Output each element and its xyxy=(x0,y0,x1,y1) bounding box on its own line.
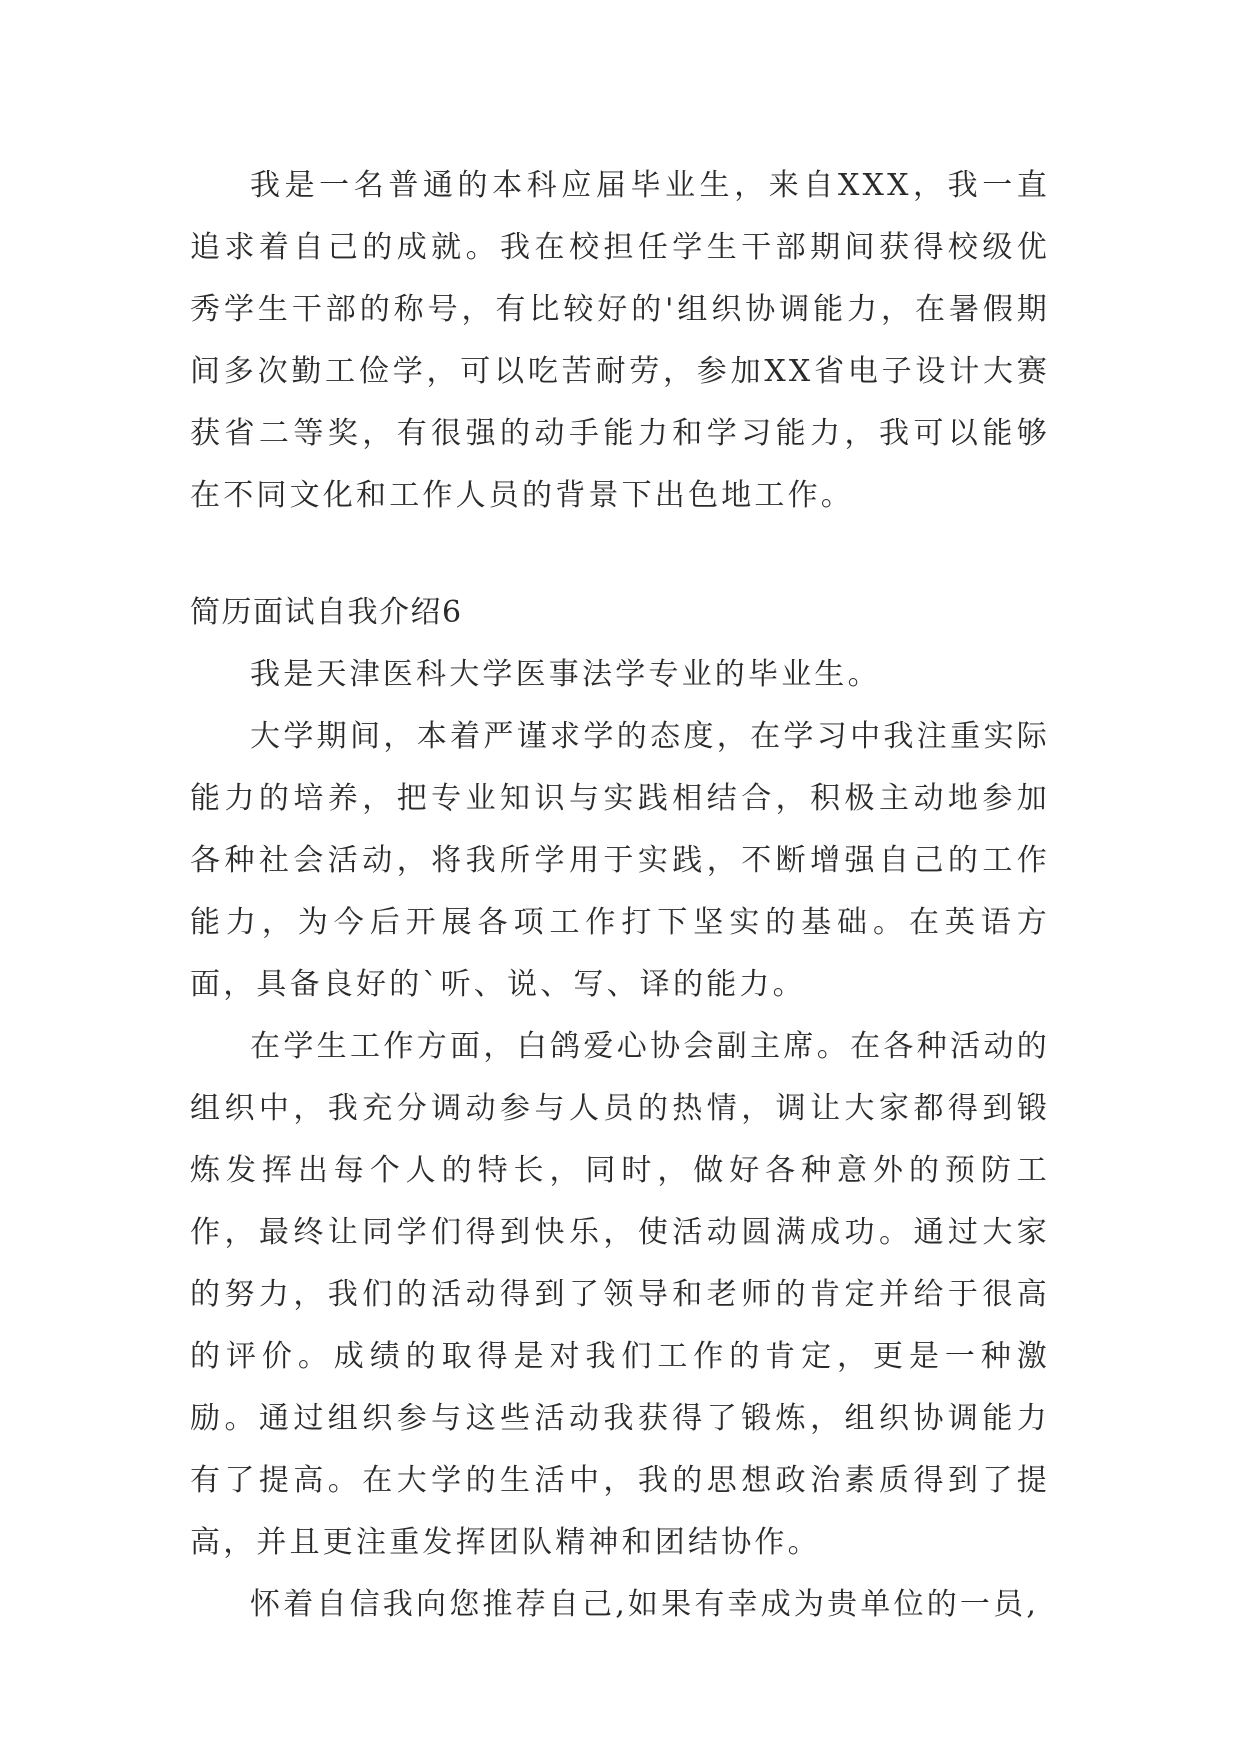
section-gap xyxy=(190,527,1050,582)
study-paragraph: 大学期间，本着严谨求学的态度，在学习中我注重实际能力的培养，把专业知识与实践相结合，积极主动地参加各种社会活动，将我所学用于实践，不断增强自己的工作能力，为今后开展各项工作打下坚实的基础。在英语方面，具备良好的`听、说、写、译的能力。 xyxy=(190,719,1050,1002)
section-heading: 简历面试自我介绍6 xyxy=(190,595,463,630)
closing-paragraph: 怀着自信我向您推荐自己,如果有幸成为贵单位的一员, xyxy=(250,1587,1040,1622)
graduate-paragraph: 我是天津医科大学医事法学专业的毕业生。 xyxy=(250,657,881,692)
document-page xyxy=(190,155,1050,1636)
student-work-paragraph: 在学生工作方面，白鸽爱心协会副主席。在各种活动的组织中，我充分调动参与人员的热情，调让大家都得到锻炼发挥出每个人的特长，同时，做好各种意外的预防工作，最终让同学们得到快乐，使活动圆满成功。通过大家的努力，我们的活动得到了领导和老师的肯定并给于很高的评价。成绩的取得是对我们工作的肯定，更是一种激励。通过组织参与这些活动我获得了锻炼，组织协调能力有了提高。在大学的生活中，我的思想政治素质得到了提高，并且更注重发挥团队精神和团结协作。 xyxy=(190,1029,1050,1560)
intro-paragraph: 我是一名普通的本科应届毕业生，来自XXX，我一直追求着自己的成就。我在校担任学生干部期间获得校级优秀学生干部的称号，有比较好的'组织协调能力，在暑假期间多次勤工俭学，可以吃苦耐劳，参加XX省电子设计大赛获省二等奖，有很强的动手能力和学习能力，我可以能够在不同文化和工作人员的背景下出色地工作。 xyxy=(190,168,1050,513)
